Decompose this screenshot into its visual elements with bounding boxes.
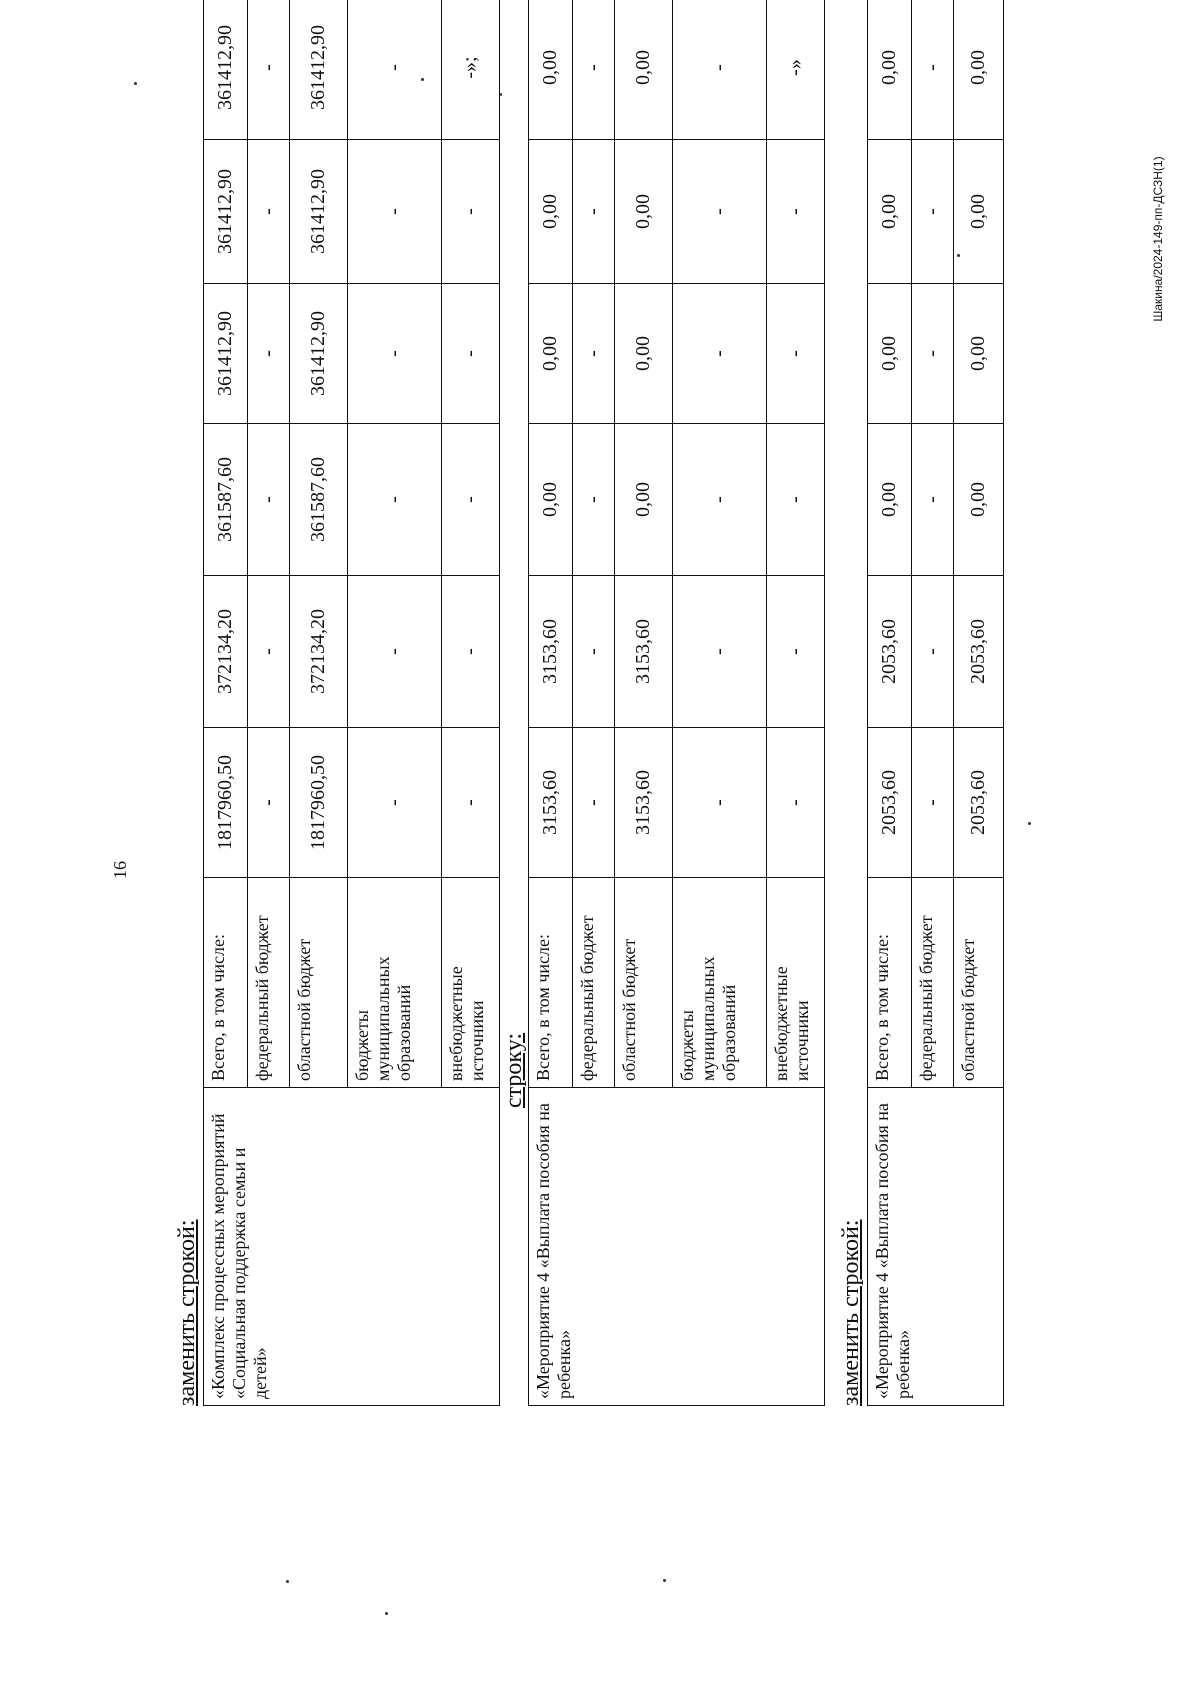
- amount-cell: -: [348, 284, 442, 424]
- amount-cell: -: [673, 576, 767, 728]
- amount-cell: -: [248, 284, 290, 424]
- amount-cell: 0,00: [529, 140, 573, 284]
- amount-cell: -: [673, 0, 767, 140]
- table-row: [204, 0, 248, 1406]
- amount-cell: 361412,90: [204, 0, 248, 140]
- amount-cell: -: [442, 284, 500, 424]
- funding-source-label: внебюджетные источники: [767, 878, 825, 1088]
- funding-source-label: федеральный бюджет: [912, 878, 954, 1088]
- caption-text: заменить строкой:: [174, 1219, 200, 1406]
- amount-cell: -: [767, 140, 825, 284]
- amount-cell: -: [442, 140, 500, 284]
- amount-cell: -: [442, 424, 500, 576]
- budget-table-3: [867, 0, 1004, 1406]
- amount-cell: 0,00: [868, 284, 912, 424]
- amount-cell: 372134,20: [290, 576, 348, 728]
- amount-cell: -: [912, 576, 954, 728]
- amount-cell: 0,00: [868, 424, 912, 576]
- amount-cell: -: [912, 140, 954, 284]
- amount-cell: -: [248, 424, 290, 576]
- amount-cell: -: [673, 424, 767, 576]
- amount-cell: -: [767, 284, 825, 424]
- amount-cell: -: [573, 424, 615, 576]
- amount-cell: 0,00: [615, 140, 673, 284]
- table-row: [868, 0, 912, 1406]
- amount-cell: -: [767, 576, 825, 728]
- funding-source-label: областной бюджет: [290, 878, 348, 1088]
- amount-cell: 0,00: [615, 424, 673, 576]
- amount-cell: 361412,90: [290, 284, 348, 424]
- budget-table-1: [203, 0, 500, 1406]
- amount-cell: 361412,90: [204, 284, 248, 424]
- amount-cell: 0,00: [529, 0, 573, 140]
- amount-cell: 361587,60: [290, 424, 348, 576]
- amount-cell: -: [673, 284, 767, 424]
- amount-cell: -: [573, 576, 615, 728]
- amount-cell: -»: [767, 0, 825, 140]
- amount-cell: 0,00: [954, 284, 1004, 424]
- amount-cell: -: [348, 140, 442, 284]
- amount-cell: -: [573, 0, 615, 140]
- amount-cell: 0,00: [615, 0, 673, 140]
- caption-3: [835, 0, 867, 1406]
- amount-cell: 0,00: [529, 424, 573, 576]
- funding-source-label: Всего, в том числе:: [204, 878, 248, 1088]
- replacement-blocks: [157, 0, 1004, 1406]
- amount-cell: 0,00: [529, 284, 573, 424]
- amount-cell: -: [248, 576, 290, 728]
- amount-cell: 0,00: [868, 140, 912, 284]
- amount-cell: 361412,90: [204, 140, 248, 284]
- amount-cell: 0,00: [954, 0, 1004, 140]
- amount-cell: -»;: [442, 0, 500, 140]
- funding-source-label: Всего, в том числе:: [868, 878, 912, 1088]
- amount-cell: -: [573, 728, 615, 878]
- amount-cell: -: [912, 424, 954, 576]
- amount-cell: 1817960,50: [290, 728, 348, 878]
- amount-cell: -: [348, 0, 442, 140]
- amount-cell: -: [248, 140, 290, 284]
- amount-cell: 0,00: [954, 424, 1004, 576]
- amount-cell: -: [573, 284, 615, 424]
- caption-text: строку:: [501, 1032, 527, 1108]
- amount-cell: -: [767, 424, 825, 576]
- rotated-content: [157, 0, 1007, 1406]
- amount-cell: 3153,60: [529, 728, 573, 878]
- amount-cell: 3153,60: [615, 576, 673, 728]
- amount-cell: -: [248, 728, 290, 878]
- funding-source-label: бюджеты муниципальных образований: [673, 878, 767, 1088]
- caption-2: [500, 0, 528, 1406]
- caption-text: заменить строкой:: [838, 1219, 864, 1406]
- table-row: [529, 0, 573, 1406]
- funding-source-label: бюджеты муниципальных образований: [348, 878, 442, 1088]
- amount-cell: 2053,60: [868, 576, 912, 728]
- amount-cell: 2053,60: [954, 576, 1004, 728]
- amount-cell: 0,00: [954, 140, 1004, 284]
- program-title: «Мероприятие 4 «Выплата пособия на ребенка»: [529, 1088, 825, 1406]
- amount-cell: -: [673, 140, 767, 284]
- amount-cell: -: [912, 0, 954, 140]
- amount-cell: -: [348, 576, 442, 728]
- amount-cell: -: [573, 140, 615, 284]
- amount-cell: 361412,90: [290, 140, 348, 284]
- amount-cell: -: [912, 284, 954, 424]
- amount-cell: -: [442, 728, 500, 878]
- amount-cell: 3153,60: [615, 728, 673, 878]
- amount-cell: 3153,60: [529, 576, 573, 728]
- page-number: 16: [110, 861, 130, 879]
- document-code: Шакина/2024-149-пп-ДСЗН(1): [1151, 156, 1165, 322]
- funding-source-label: федеральный бюджет: [248, 878, 290, 1088]
- amount-cell: 2053,60: [868, 728, 912, 878]
- funding-source-label: областной бюджет: [954, 878, 1004, 1088]
- program-title: «Мероприятие 4 «Выплата пособия на ребенка»: [868, 1088, 1004, 1406]
- funding-source-label: Всего, в том числе:: [529, 878, 573, 1088]
- funding-source-label: внебюджетные источники: [442, 878, 500, 1088]
- amount-cell: -: [442, 576, 500, 728]
- amount-cell: 361587,60: [204, 424, 248, 576]
- amount-cell: 372134,20: [204, 576, 248, 728]
- amount-cell: 361412,90: [290, 0, 348, 140]
- funding-source-label: областной бюджет: [615, 878, 673, 1088]
- amount-cell: -: [348, 728, 442, 878]
- amount-cell: -: [767, 728, 825, 878]
- program-title: «Комплекс процессных мероприятий «Социальная поддержка семьи и детей»: [204, 1088, 500, 1406]
- funding-source-label: федеральный бюджет: [573, 878, 615, 1088]
- amount-cell: -: [673, 728, 767, 878]
- amount-cell: 0,00: [615, 284, 673, 424]
- amount-cell: -: [348, 424, 442, 576]
- amount-cell: 2053,60: [954, 728, 1004, 878]
- caption-1: [171, 0, 203, 1406]
- amount-cell: 0,00: [868, 0, 912, 140]
- amount-cell: 1817960,50: [204, 728, 248, 878]
- budget-table-2: [528, 0, 825, 1406]
- amount-cell: -: [912, 728, 954, 878]
- amount-cell: -: [248, 0, 290, 140]
